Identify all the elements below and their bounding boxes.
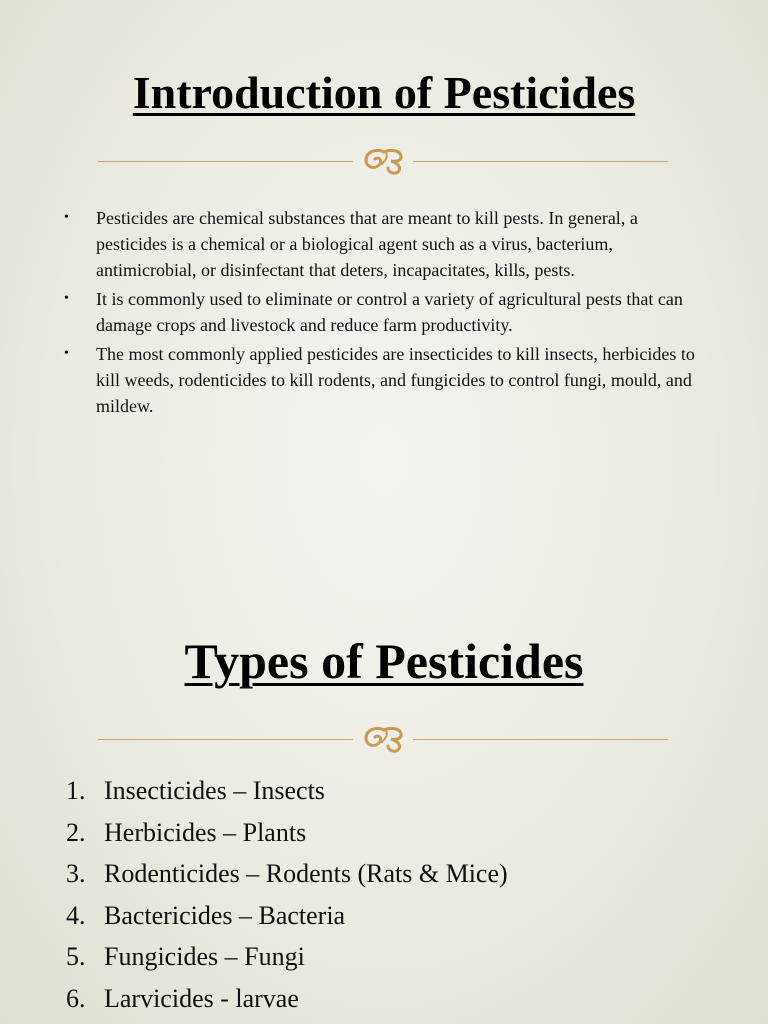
bullet-list [62,205,712,422]
item-number: 6. [66,983,86,1013]
bullet-icon: • [64,210,69,225]
list-item [66,978,686,1020]
divider-line-right [413,739,668,740]
list-item [66,936,686,978]
item-number: 3. [66,859,86,888]
divider-line-right [413,161,668,162]
bullet-icon: • [64,291,69,306]
list-item [62,286,712,338]
types-list [66,770,686,1019]
slide-title: Types of Pesticides [184,633,584,689]
list-item [62,341,712,419]
list-item [62,205,712,283]
divider-line-left [98,161,353,162]
item-number: 2. [66,817,86,847]
item-number: 4. [66,900,86,930]
divider-line-left [98,739,353,740]
item-text: Rodenticides – Rodents (Rats & Mice) [104,859,508,888]
list-item [66,895,686,937]
bullet-text: The most commonly applied pesticides are insecticides to kill insects, herbicides to kill weeds, rodenticides to kill rodents, and fungicides to control fungi, mould, and mildew. [96,344,695,416]
item-text: Larvicides - larvae [104,983,299,1013]
item-text: Herbicides – Plants [104,817,307,847]
title-divider [98,724,668,754]
bullet-icon: • [64,346,69,361]
item-text: Bactericides – Bacteria [104,900,346,930]
list-item [66,812,686,854]
title-divider [98,146,668,176]
slide-title: Introduction of Pesticides [132,67,636,118]
bullet-text: Pesticides are chemical substances that are meant to kill pests. In general, a pesticides is a chemical or a biological agent such as a virus, bacterium, antimicrobial, or disinfectant that deters, incapacitates, kills, pests. [96,208,638,280]
item-text: Fungicides – Fungi [104,942,305,971]
list-item [66,853,686,895]
list-item [66,770,686,812]
item-number: 1. [66,776,86,805]
flourish-ornament-icon [360,146,410,176]
item-text: Insecticides – Insects [104,776,325,805]
bullet-text: It is commonly used to eliminate or control a variety of agricultural pests that can damage crops and livestock and reduce farm productivity. [96,289,683,335]
slide-types [0,570,768,1024]
item-number: 5. [66,942,86,971]
flourish-ornament-icon [360,724,410,754]
